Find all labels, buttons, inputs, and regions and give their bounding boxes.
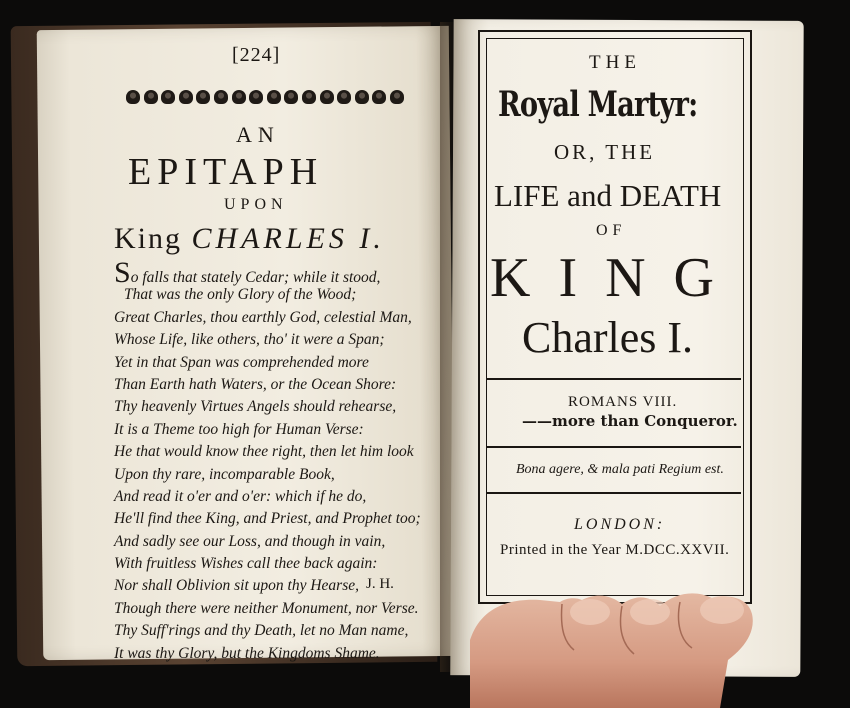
heading-charles-word: CHARLES I. — [191, 222, 385, 255]
ornament-icon — [126, 90, 140, 104]
title-royal-martyr: Royal Martyr: — [498, 84, 698, 125]
title-the: THE — [589, 52, 641, 73]
ornament-icon — [214, 90, 228, 104]
poem-line: Upon thy rare, incomparable Book, — [114, 465, 335, 483]
divider-rule — [487, 492, 741, 494]
poem-line: Thy Suff'rings and thy Death, let no Man name, — [114, 622, 409, 640]
poem-line: Though there were neither Monument, nor Verse. — [114, 599, 419, 617]
heading-king-charles — [114, 222, 385, 256]
poem-line-rest: o falls that stately Cedar; while it stood, — [130, 269, 381, 286]
divider-rule — [487, 446, 741, 448]
ornament-icon — [390, 90, 404, 104]
poem-line: Nor shall Oblivion sit upon thy Hearse, — [114, 577, 359, 595]
poem-line: Great Charles, thou earthly God, celestial Man, — [114, 308, 412, 326]
ornament-icon — [196, 90, 210, 104]
ornament-icon — [284, 90, 298, 104]
poem-line: Yet in that Span was comprehended more — [114, 353, 369, 371]
poem-line: And read it o'er and o'er: which if he do, — [114, 487, 367, 505]
poem-line: With fruitless Wishes call thee back again: — [114, 555, 378, 573]
poem-line: It is a Theme too high for Human Verse: — [114, 420, 364, 438]
ornament-icon — [337, 90, 351, 104]
poem-line: Thy heavenly Virtues Angels should rehearse, — [114, 398, 397, 416]
ornament-icon — [267, 90, 281, 104]
title-life-and-death: LIFE and DEATH — [494, 178, 722, 213]
ornament-icon — [320, 90, 334, 104]
latin-motto: Bona agere, & mala pati Regium est. — [516, 462, 724, 477]
ornament-border — [126, 88, 404, 106]
epitaph-poem — [114, 256, 421, 665]
heading-epitaph: EPITAPH — [128, 151, 324, 193]
imprint-city: LONDON: — [574, 516, 666, 533]
poem-line: And sadly see our Loss, and though in vain, — [114, 532, 386, 550]
scripture-reference: ROMANS VIII. — [568, 394, 678, 410]
poem-line: Than Earth hath Waters, or the Ocean Shore: — [114, 375, 397, 393]
title-or-the: OR, THE — [554, 140, 656, 164]
imprint-year: Printed in the Year M.DCC.XXVII. — [500, 542, 730, 558]
poem-line: He that would know thee right, then let him look — [114, 443, 414, 461]
divider-rule — [487, 378, 741, 380]
poem-line: Whose Life, like others, tho' it were a Span; — [114, 331, 385, 349]
ornament-icon — [249, 90, 263, 104]
title-king: KING — [490, 247, 742, 309]
ornament-icon — [161, 90, 175, 104]
poem-line: He'll find thee King, and Priest, and Prophet too; — [114, 510, 421, 528]
title-of: OF — [596, 222, 627, 239]
poem-line: It was thy Glory, but the Kingdoms Shame. — [114, 644, 380, 662]
ornament-icon — [302, 90, 316, 104]
page-number: [224] — [232, 44, 281, 66]
drop-cap: S — [114, 256, 131, 289]
heading-an: AN — [236, 122, 280, 147]
signature: J. H. — [366, 576, 394, 592]
ornament-icon — [355, 90, 369, 104]
heading-king-word: King — [114, 222, 182, 255]
ornament-icon — [232, 90, 246, 104]
ornament-icon — [179, 90, 193, 104]
ornament-icon — [144, 90, 158, 104]
title-charles: Charles I. — [522, 313, 694, 362]
heading-upon: UPON — [224, 196, 288, 213]
poem-line — [114, 256, 414, 289]
poem-line: That was the only Glory of the Wood; — [124, 286, 357, 304]
scripture-quote: ——more than Conqueror. — [522, 412, 738, 430]
ornament-icon — [372, 90, 386, 104]
